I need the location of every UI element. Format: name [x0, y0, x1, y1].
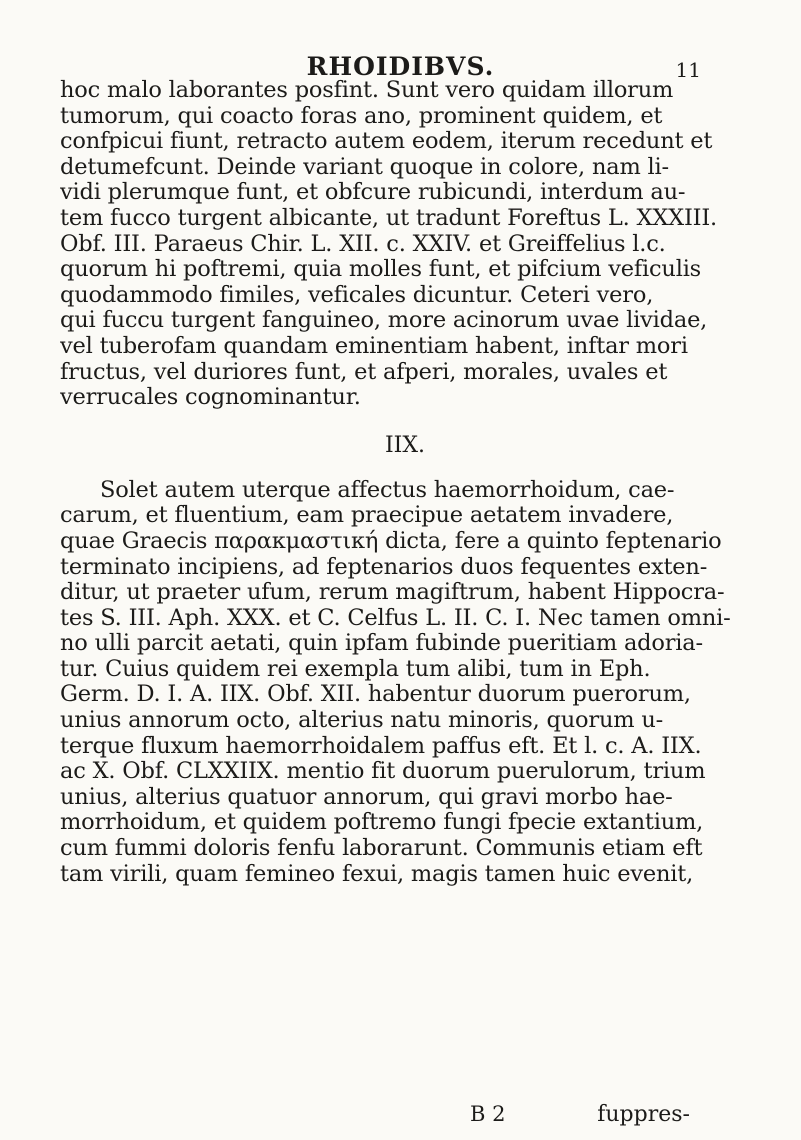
text-line: ac X. Obf. CLXXIIX. mentio fit duorum puerulorum, trium [60, 759, 706, 785]
text-line: verrucales cognominantur. [60, 385, 361, 411]
text-line: fructus, vel duriores funt, et afperi, morales, uvales et [60, 359, 668, 385]
text-line: terminato incipiens, ad feptenarios duos fequentes exten- [60, 554, 708, 580]
text-line: quodammodo fimiles, veficales dicuntur. Ceteri vero, [60, 282, 654, 308]
text-line: tam virili, quam femineo fexui, magis tamen huic evenit, [60, 861, 694, 887]
text-line: cum fummi doloris fenfu laborarunt. Communis etiam eft [60, 836, 703, 862]
signature-mark: B 2 [470, 1102, 506, 1126]
text-line: tes S. III. Aph. XXX. et C. Celfus L. II. C. I. Nec tamen omni- [60, 605, 731, 631]
text-line: vel tuberofam quandam eminentiam habent, inftar mori [60, 333, 688, 359]
page-footer [60, 1102, 750, 1128]
text-line: tem fucco turgent albicante, ut tradunt Foreftus L. XXXIII. [60, 205, 717, 231]
section-number: IIX. [384, 432, 426, 458]
catchword: fuppres- [597, 1102, 690, 1127]
text-line: vidi plerumque funt, et obfcure rubicundi, interdum au- [60, 180, 686, 206]
text-line: Obf. III. Paraeus Chir. L. XII. c. XXIV. et Greiffelius l.c. [60, 231, 666, 257]
text-line: unius annorum octo, alterius natu minoris, quorum u- [60, 708, 664, 734]
text-line: morrhoidum, et quidem poftremo fungi fpecie extantium, [60, 810, 704, 836]
text-line: carum, et fluentium, eam praecipue aetatem invadere, [60, 503, 674, 529]
text-line: Germ. D. I. A. IIX. Obf. XII. habentur duorum puerorum, [60, 682, 691, 708]
text-line: ditur, ut praeter ufum, rerum magiftrum, habent Hippocra- [60, 580, 725, 606]
paragraph-1 [60, 78, 750, 411]
body-text [60, 78, 750, 887]
text-line: quorum hi poftremi, quia molles funt, et pifcium veficulis [60, 257, 702, 283]
text-line: qui fuccu turgent fanguineo, more acinorum uvae lividae, [60, 308, 708, 334]
text-line: terque fluxum haemorrhoidalem paffus eft. Et l. c. A. IIX. [60, 733, 702, 759]
page-number: 11 [675, 58, 701, 82]
text-line: Solet autem uterque affectus haemorrhoidum, cae- [100, 477, 675, 503]
running-title: RHOIDIBVS. [306, 52, 495, 81]
text-line: hoc malo laborantes posfint. Sunt vero quidam illorum [60, 78, 674, 103]
text-line: unius, alterius quatuor annorum, qui gravi morbo hae- [60, 784, 673, 810]
paragraph-2 [60, 478, 750, 888]
text-line: detumefcunt. Deinde variant quoque in colore, nam li- [60, 154, 669, 180]
text-line: no ulli parcit aetati, quin ipfam fubinde pueritiam adoria- [60, 631, 703, 657]
text-line: quae Graecis παρακμαστική dicta, fere a quinto feptenario [60, 528, 722, 554]
text-line: tumorum, qui coacto foras ano, prominent quidem, et [60, 103, 663, 129]
text-line: tur. Cuius quidem rei exempla tum alibi, tum in Eph. [60, 656, 651, 682]
text-line: confpicui fiunt, retracto autem eodem, iterum recedunt et [60, 129, 713, 155]
